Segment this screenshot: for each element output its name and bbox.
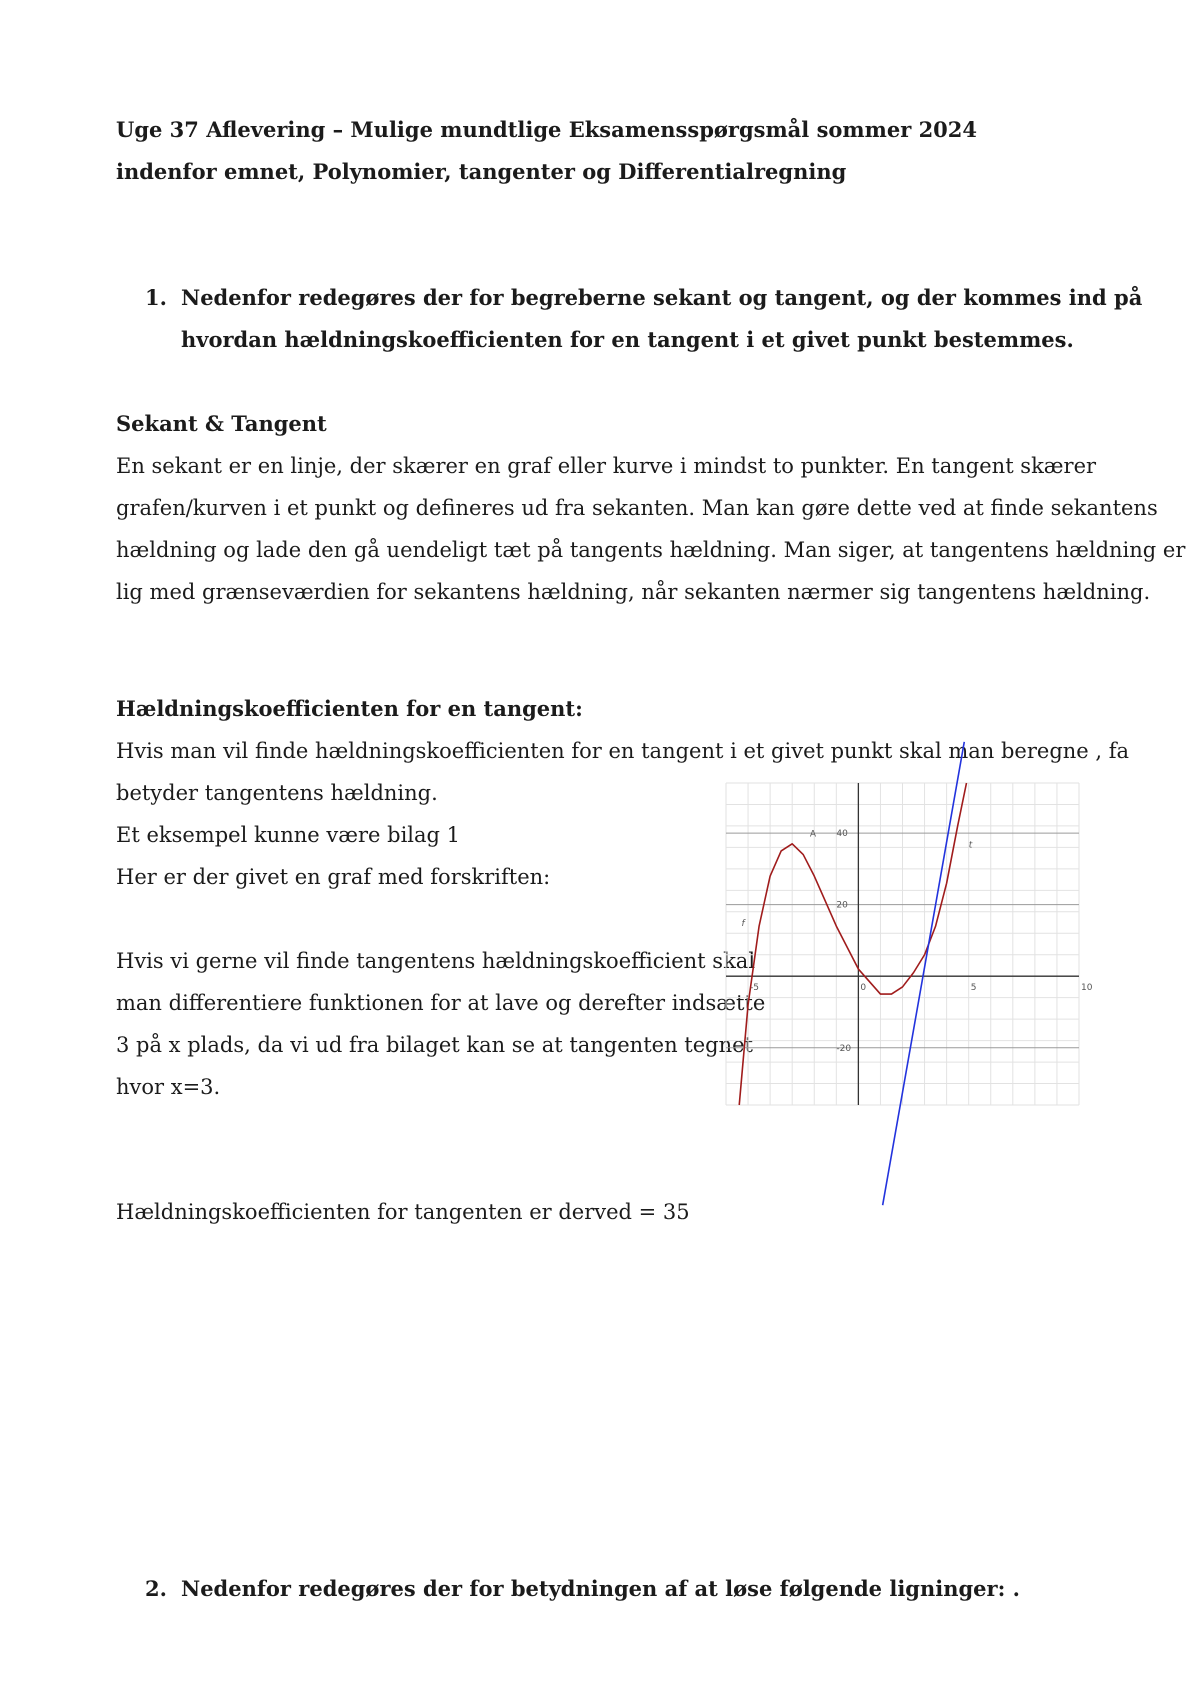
paragraph-line: grafen/kurven i et punkt og defineres ud fra sekanten. Man kan gøre dette ved at finde sekantens [116,496,1158,520]
graph-grid [726,783,1079,1105]
paragraph-line: hældning og lade den gå uendeligt tæt på tangents hældning. Man siger, at tangentens hældning er [116,538,1186,562]
paragraph-line: betyder tangentens hældning. [116,781,438,805]
curve-label: f [741,919,745,930]
paragraph-line: Hvis man vil finde hældningskoefficienten for en tangent i et givet punkt skal man beregne , fa [116,739,1130,763]
paragraph-line: Et eksempel kunne være bilag 1 [116,823,460,847]
curve-f [739,783,966,1105]
question-1-number: 1. [145,285,167,310]
paragraph-line: 3 på x plads, da vi ud fra bilaget kan se at tangenten tegnet [116,1033,753,1057]
x-tick-label: 10 [1081,983,1093,994]
question-2-text: Nedenfor redegøres der for betydningen af at løse følgende ligninger: . [181,1576,1020,1601]
question-1-line-2: hvordan hældningskoefficienten for en tangent i et givet punkt bestemmes. [181,327,1074,352]
paragraph-line: Hvis vi gerne vil finde tangentens hældningskoefficient skal [116,949,756,973]
result-line: Hældningskoefficienten for tangenten er derved = 35 [116,1200,690,1224]
paragraph-line: lig med grænseværdien for sekantens hældning, når sekanten nærmer sig tangentens hældning. [116,580,1151,604]
paragraph-line: Her er der givet en graf med forskriften: [116,865,551,889]
point-label: A [809,829,817,840]
tangent-line [883,742,965,1205]
x-tick-label: 5 [970,983,977,994]
question-1-line-1: Nedenfor redegøres der for begreberne sekant og tangent, og der kommes ind på [181,285,1143,310]
section-heading-haeldning: Hældningskoefficienten for en tangent: [116,696,583,721]
x-tick-label: -5 [750,983,760,994]
question-2-number: 2. [145,1576,167,1601]
document-subtitle: indenfor emnet, Polynomier, tangenter og Differentialregning [116,159,847,184]
section-heading-sekant: Sekant & Tangent [116,411,327,436]
y-tick-label: 40 [836,829,848,840]
paragraph-line: man differentiere funktionen for at lave og derefter indsætte [116,991,766,1015]
function-graph [726,783,1093,1105]
paragraph-line: hvor x=3. [116,1075,221,1099]
y-tick-label: 20 [836,900,848,911]
tangent-label: t [968,840,973,851]
paragraph-line: En sekant er en linje, der skærer en graf eller kurve i mindst to punkter. En tangent skærer [116,454,1097,478]
document-title: Uge 37 Aflevering – Mulige mundtlige Eksamensspørgsmål sommer 2024 [116,117,978,142]
y-tick-label: -20 [836,1043,852,1054]
graph-ticks [750,829,1093,1054]
x-tick-label: 0 [860,983,867,994]
